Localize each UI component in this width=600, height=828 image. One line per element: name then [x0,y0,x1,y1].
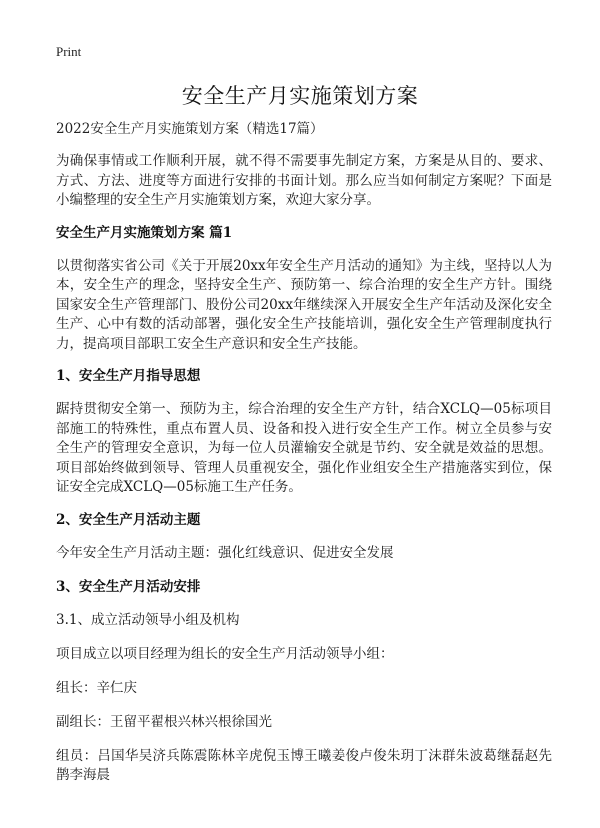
guiding-thought-paragraph: 踞持贯彻安全第一、预防为主，综合治理的安全生产方针，结合XCLQ—05标项目部施工的特殊性，重点布置人员、设备和投入进行安全生产工作。树立全员参与安全生产的管理安全意识，为每一位人员灌输安全就是节约、安全就是效益的思想。项目部始终做到领导、管理人员重视安全，强化作业组安全生产措施落实到位，保证安全完成XCLQ—05标施工生产任务。 [56,401,552,495]
group-leader: 组长：辛仁庆 [56,679,137,696]
subheading-leadership-group: 3.1、成立活动领导小组及机构 [56,611,240,628]
activity-theme-text: 今年安全生产月活动主题：强化红线意识、促进安全发展 [56,544,394,561]
print-label: Print [56,44,82,59]
section-paragraph: 以贯彻落实省公司《关于开展20xx年安全生产月活动的通知》为主线，坚持以人为本，安全生产的理念，坚持安全生产、预防第一、综合治理的安全生产方针。围绕国家安全生产管理部门、股份公司20xx年继续深入开展安全生产年活动及深化安全生产、心中有数的活动部署，强化安全生产技能培训，强化安全生产管理制度执行力，提高项目部职工安全生产意识和安全生产技能。 [56,257,552,352]
group-members: 组员：吕国华吴济兵陈震陈林辛虎倪玉博王曦姜俊卢俊朱玥丁沫群朱波葛继磊赵先鹊李海晨 [56,747,552,783]
document-title: 安全生产月实施策划方案 [181,84,419,108]
deputy-leaders: 副组长：王留平翟根兴林兴根徐国光 [56,713,272,730]
document-subtitle: 2022安全生产月实施策划方案（精选17篇） [56,121,324,137]
document-body [56,120,552,799]
leadership-group-text: 项目成立以项目经理为组长的安全生产月活动领导小组： [56,645,394,662]
heading-activity-theme: 2、安全生产月活动主题 [56,511,201,528]
intro-paragraph: 为确保事情或工作顺利开展，就不得不需要事先制定方案，方案是从目的、要求、方式、方法、进度等方面进行安排的书面计划。那么应当如何制定方案呢？下面是小编整理的安全生产月实施策划方案，欢迎大家分享。 [56,153,552,208]
section-title: 安全生产月实施策划方案 篇1 [56,224,233,241]
heading-activity-arrangement: 3、安全生产月活动安排 [56,578,201,595]
heading-guiding-thought: 1、安全生产月指导思想 [56,368,201,384]
